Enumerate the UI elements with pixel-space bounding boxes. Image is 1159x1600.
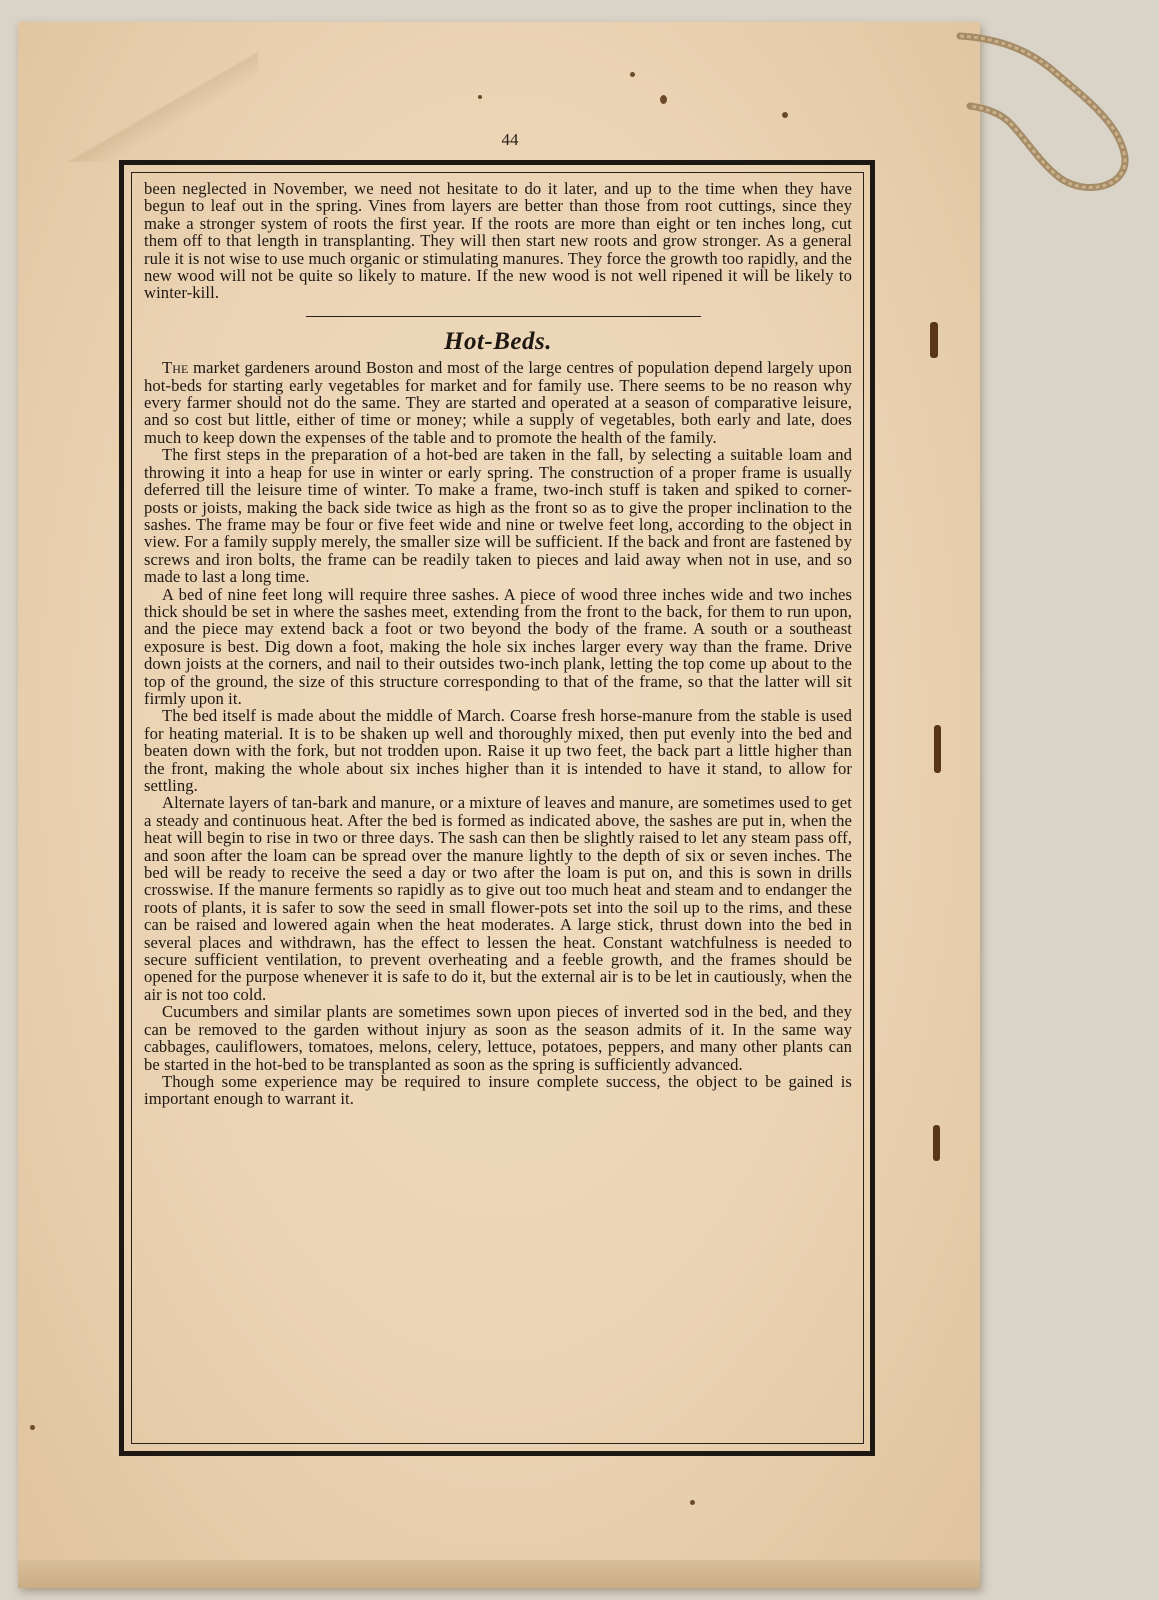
foxing-spot — [630, 72, 635, 77]
binding-hole — [933, 1125, 940, 1161]
corner-fold — [18, 22, 258, 162]
foxing-spot — [30, 1425, 35, 1430]
page-text — [144, 180, 852, 1108]
paragraph: Alternate layers of tan-bark and manure, or a mixture of leaves and manure, are sometimes used to get a steady and continuous heat. After the bed is formed as indicated above, the sashes are put in, when the heat will begin to rise in two or three days. The sash can then be slightly raised to let any steam pass off, and soon after the loam can be spread over the manure lightly to the depth of six or seven inches. The bed will be ready to receive the seed a day or two after the loam is put on, and this is sown in drills crosswise. If the manure ferments so rapidly as to give out too much heat and steam and to endanger the roots of plants, it is safer to sow the seed in small flower-pots set into the soil up to the rims, and these can be raised and lowered again when the heat moderates. A large stick, thrust down into the bed in several places and withdrawn, has the effect to lessen the heat. Constant watchfulness is needed to secure sufficient ventilation, to prevent overheating and a feeble growth, and the frames should be opened for the purpose whenever it is safe to do it, but the external air is to be let in cautiously, when the air is not too cold. — [144, 793, 852, 1004]
foxing-spot — [478, 95, 482, 99]
page-number: 44 — [501, 130, 519, 149]
page-edge — [18, 1560, 980, 1588]
continuation-paragraph: been neglected in November, we need not hesitate to do it later, and up to the time when they have begun to leaf out in the spring. Vines from layers are better than those from root cuttings, since they make a stronger system of roots the first year. If the roots are more than eight or ten inches long, cut them off to that length in transplanting. They will then start new roots and grow stronger. As a general rule it is not wise to use much organic or stimulating manures. They force the growth too rapidly, and the new wood will not be quite so likely to mature. If the new wood is not well ripened it will be likely to winter-kill. — [144, 179, 852, 303]
first-word: The — [162, 358, 189, 378]
paragraph: The bed itself is made about the middle of March. Coarse fresh horse-manure from the stable is used for heating material. It is to be shaken up well and thoroughly mixed, then put evenly into the bed and beaten down with the fork, but not trodden upon. Raise it up two feet, the back part a little higher than the front, making the whole about six inches higher than it is intended to have it stand, to allow for settling. — [144, 706, 852, 795]
paragraph: A bed of nine feet long will require three sashes. A piece of wood three inches wide and two inches thick should be set in where the sashes meet, extending from the front to the back, for them to run upon, and the piece may extend back a foot or two beyond the body of the frame. A south or a southeast exposure is best. Dig down a foot, making the hole six inches larger every way than the frame. Drive down joists at the corners, and nail to their outsides two-inch plank, letting the top come up about to the top of the ground, the size of this structure corresponding to that of the frame, so that the latter will sit firmly upon it. — [144, 584, 852, 708]
paragraph: Cucumbers and similar plants are sometimes sown upon pieces of inverted sod in the bed, and they can be removed to the garden without injury as soon as the season admits of it. In the same way cabbages, cauliflowers, tomatoes, melons, celery, lettuce, potatoes, peppers, and many other plants can be started in the hot-bed to be transplanted as soon as the spring is sufficiently advanced. — [144, 1002, 852, 1074]
paragraph: Though some experience may be required to insure complete success, the object to be gained is important enough to warrant it. — [144, 1071, 852, 1109]
binding-hole — [930, 322, 938, 358]
paragraph — [144, 359, 852, 446]
paragraph-text: market gardeners around Boston and most of the large centres of population depend largely upon hot-beds for starting early vegetables for market and for family use. There seems to be no reason why every farmer should not do the same. They are started and operated at a season of comparative leisure, and so cost but little, either of time or money; while a supply of vegetables, both early and late, does much to keep down the expenses of the table and to promote the health of the family. — [144, 358, 852, 447]
paragraph: The first steps in the preparation of a hot-bed are taken in the fall, by selecting a suitable loam and throwing it into a heap for use in winter or early spring. The construction of a proper frame is usually deferred till the leisure time of winter. To make a frame, two-inch stuff is taken and spiked to corner-posts or joists, making the back side twice as high as the front so as to give the proper inclination to the sashes. The frame may be four or five feet wide and nine or twelve feet long, according to the object in view. For a family supply merely, the smaller size will be sufficient. If the back and front are fastened by screws and iron bolts, the frame can be readily taken to pieces and laid away when not in use, and so made to last a long time. — [144, 445, 852, 587]
section-divider — [306, 316, 701, 317]
foxing-spot — [782, 112, 788, 118]
section-heading: Hot-Beds. — [444, 327, 552, 355]
foxing-spot — [690, 1500, 695, 1505]
binding-hole — [934, 725, 941, 773]
binding-string — [955, 28, 1155, 198]
foxing-spot — [660, 95, 667, 104]
